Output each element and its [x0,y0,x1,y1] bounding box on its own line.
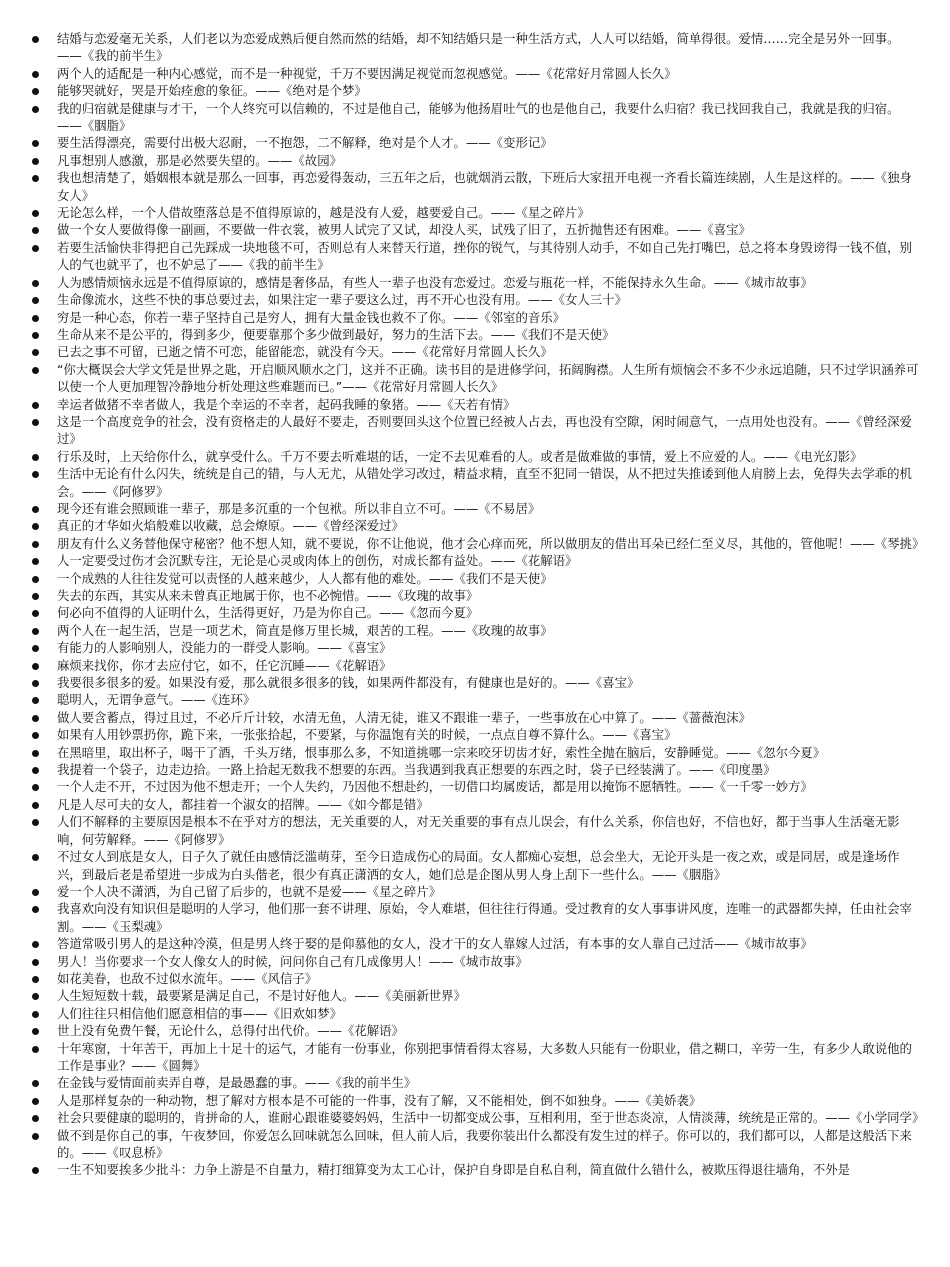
quote-item: 人为感情烦恼永远是不值得原谅的，感情是奢侈品，有些人一辈子也没有恋爱过。恋爱与瓶花一样，不能保持永久生命。——《城市故事》 [30,274,922,291]
quote-item: 这是一个高度竞争的社会，没有资格走的人最好不要走，否则要回头这个位置已经被人占去，再也没有空隙，闲时闹意气，一点用处也没有。——《曾经深爱过》 [30,413,922,448]
quote-item: 生活中无论有什么闪失，统统是自己的错，与人无尤，从错处学习改过，精益求精，直至不犯同一错误，从不把过失推诿到他人肩膀上去，免得失去学乖的机会。——《阿修罗》 [30,465,922,500]
quote-item: 社会只要健康的聪明的，肯拼命的人，谁耐心跟谁婆婆妈妈，生活中一切都变成公事，互相利用，至于世态炎凉，人情淡薄，统统是正常的。——《小学同学》 [30,1109,922,1126]
quote-list [30,30,925,1179]
quote-item: 行乐及时，上天给你什么，就享受什么。千万不要去听难堪的话，一定不去见难看的人。或者是做难做的事情，爱上不应爱的人。——《电光幻影》 [30,448,922,465]
quote-item: 一生不知要挨多少批斗：力争上游是不自量力，精打细算变为太工心计，保护自身即是自私自利，简直做什么错什么，被欺压得退往墙角，不外是 [30,1161,922,1178]
quote-item: 人是那样复杂的一种动物，想了解对方根本是不可能的一件事，没有了解，又不能相处，倒不如独身。——《美娇袭》 [30,1092,922,1109]
quote-item: 我喜欢向没有知识但是聪明的人学习，他们那一套不讲理、原始，令人难堪，但往往行得通。受过教育的女人事事讲风度，连唯一的武器都失掉，任由社会宰割。——《玉梨魂》 [30,900,922,935]
quote-item: 穷是一种心态，你若一辈子坚持自己是穷人，拥有大量金钱也救不了你。——《邻室的音乐》 [30,309,922,326]
quote-item: 答道常吸引男人的是这种冷漠，但是男人终于娶的是仰慕他的女人，没才干的女人靠嫁人过活，有本事的女人靠自己过活——《城市故事》 [30,935,922,952]
quote-item: 做人要含蓄点，得过且过，不必斤斤计较，水清无鱼，人清无徒，谁又不跟谁一辈子，一些事放在心中算了。——《蔷薇泡沫》 [30,709,922,726]
quote-item: 爱一个人决不潇洒，为自己留了后步的，也就不是爱——《星之碎片》 [30,883,922,900]
quote-item: 已去之事不可留，已逝之情不可恋，能留能恋，就没有今天。——《花常好月常圆人长久》 [30,343,922,360]
quote-item: 麻烦来找你，你才去应付它，如不，任它沉睡——《花解语》 [30,657,922,674]
quote-item: 有能力的人影响别人，没能力的一群受人影响。——《喜宝》 [30,639,922,656]
quote-item: 无论怎么样，一个人借故堕落总是不值得原谅的，越是没有人爱，越要爱自己。——《星之碎片》 [30,204,922,221]
quote-item: 人们往往只相信他们愿意相信的事——《旧欢如梦》 [30,1005,922,1022]
quote-item: 如果有人用钞票扔你，跪下来，一张张拾起，不要紧，与你温饱有关的时候，一点点自尊不算什么。——《喜宝》 [30,726,922,743]
quote-item: 现今还有谁会照顾谁一辈子，那是多沉重的一个包袱。所以非自立不可。——《不易居》 [30,500,922,517]
quote-item: 我的归宿就是健康与才干，一个人终究可以信赖的，不过是他自己，能够为他扬眉吐气的也是他自己，我要什么归宿？我已找回我自己，我就是我的归宿。——《胭脂》 [30,100,922,135]
quote-item: 一个人走不开，不过因为他不想走开；一个人失约，乃因他不想赴约，一切借口均属废话，都是用以掩饰不愿牺牲。——《一千零一妙方》 [30,778,922,795]
quote-item: 男人！当你要求一个女人像女人的时候，问问你自己有几成像男人！——《城市故事》 [30,953,922,970]
quote-item: 能够哭就好，哭是开始痊愈的象征。——《绝对是个梦》 [30,82,922,99]
quote-item: 做不到是你自己的事，午夜梦回，你爱怎么回味就怎么回味，但人前人后，我要你装出什么都没有发生过的样子。你可以的，我们都可以，人都是这般活下来的。——《叹息桥》 [30,1127,922,1162]
quote-item: 失去的东西，其实从来未曾真正地属于你，也不必惋惜。——《玫瑰的故事》 [30,587,922,604]
quote-item: 人们不解释的主要原因是根本不在乎对方的想法，无关重要的人，对无关重要的事有点儿误会，有什么关系，你信也好，不信也好，都于当事人生活毫无影响，何劳解释。——《阿修罗》 [30,813,922,848]
quote-item: 幸运者做猪不幸者做人，我是个幸运的不幸者，起码我睡的象猪。——《天若有情》 [30,396,922,413]
quote-item: 生命像流水，这些不快的事总要过去，如果注定一辈子要这么过，再不开心也没有用。——《女人三十》 [30,291,922,308]
quote-item: 一个成熟的人往往发觉可以责怪的人越来越少，人人都有他的难处。——《我们不是天使》 [30,570,922,587]
quote-item: 如花美眷，也敌不过似水流年。——《风信子》 [30,970,922,987]
quote-item: “你大概误会大学文凭是世界之匙，开启顺风顺水之门，这并不正确。读书目的是进修学问，拓阔胸襟。人生所有烦恼会不多不少永远追随，只不过学识涵养可以使一个人更加理智冷静地分析处理这些难题而已。”——《花常好月常圆人长久》 [30,361,922,396]
quote-item: 我也想清楚了，婚姻根本就是那么一回事，再恋爱得轰动，三五年之后，也就烟消云散，下班后大家扭开电视一齐看长篇连续剧，人生是这样的。——《独身女人》 [30,169,922,204]
quote-item: 我提着一个袋子，边走边拾。一路上拾起无数我不想要的东西。当我遇到我真正想要的东西之时，袋子已经装满了。——《印度墨》 [30,761,922,778]
quote-item: 结婚与恋爱毫无关系，人们老以为恋爱成熟后便自然而然的结婚，却不知结婚只是一种生活方式，人人可以结婚，简单得很。爱情……完全是另外一回事。——《我的前半生》 [30,30,922,65]
quote-item: 在黑暗里，取出杯子，喝干了酒，千头万绪，恨事那么多，不知道挑哪一宗来咬牙切齿才好，索性全抛在脑后，安静睡觉。——《忽尔今夏》 [30,744,922,761]
quote-item: 何必向不值得的人证明什么，生活得更好，乃是为你自己。——《忽而今夏》 [30,604,922,621]
quote-item: 凡是人尽可夫的女人，都挂着一个淑女的招牌。——《如今都是错》 [30,796,922,813]
quote-item: 人生短短数十载，最要紧是满足自己，不是讨好他人。——《美丽新世界》 [30,987,922,1004]
quote-item: 世上没有免费午餐，无论什么，总得付出代价。——《花解语》 [30,1022,922,1039]
quote-item: 我要很多很多的爱。如果没有爱，那么就很多很多的钱，如果两件都没有，有健康也是好的。——《喜宝》 [30,674,922,691]
quote-item: 在金钱与爱情面前卖弄自尊，是最愚蠢的事。——《我的前半生》 [30,1074,922,1091]
quote-item: 做一个女人要做得像一副画，不要做一件衣裳，被男人试完了又试，却没人买，试残了旧了，五折抛售还有困难。——《喜宝》 [30,221,922,238]
quote-item: 凡事想别人感激，那是必然要失望的。——《故园》 [30,152,922,169]
quote-item: 人一定要受过伤才会沉默专注，无论是心灵或肉体上的创伤，对成长都有益处。——《花解语》 [30,552,922,569]
quote-item: 十年寒窗，十年苦干，再加上十足十的运气，才能有一份事业，你别把事情看得太容易，大多数人只能有一份职业，借之糊口，辛劳一生，有多少人敢说他的工作是事业？——《圆舞》 [30,1040,922,1075]
quote-item: 要生活得漂亮，需要付出极大忍耐，一不抱怨，二不解释，绝对是个人才。——《变形记》 [30,134,922,151]
quote-item: 两个人在一起生活，岂是一项艺术，简直是修万里长城，艰苦的工程。——《玫瑰的故事》 [30,622,922,639]
quote-item: 聪明人，无谓争意气。——《连环》 [30,691,922,708]
quote-item: 生命从来不是公平的，得到多少，便要靠那个多少做到最好，努力的生活下去。——《我们不是天使》 [30,326,922,343]
quote-item: 真正的才华如火焰般难以收藏，总会燎原。——《曾经深爱过》 [30,517,922,534]
quote-item: 朋友有什么义务替他保守秘密？他不想人知，就不要说，你不让他说，他才会心痒而死，所以做朋友的借出耳朵已经仁至义尽，其他的，管他呢！——《琴挑》 [30,535,922,552]
quote-item: 不过女人到底是女人，日子久了就任由感情泛滥萌芽，至今日造成伤心的局面。女人都痴心妄想，总会坐大，无论开头是一夜之欢，或是同居，或是逢场作兴，到最后老是希望进一步成为白头偕老，很少有真正潇洒的女人，她们总是企图从男人身上刮下一些什么。——《胭脂》 [30,848,922,883]
quote-item: 若要生活愉快非得把自己先踩成一块地毯不可，否则总有人来替天行道，挫你的锐气，与其待别人动手，不如自己先打嘴巴，总之将本身毁谤得一钱不值，别人的气也就平了，也不妒忌了——《我的前半生》 [30,239,922,274]
quote-item: 两个人的适配是一种内心感觉，而不是一种视觉，千万不要因满足视觉而忽视感觉。——《花常好月常圆人长久》 [30,65,922,82]
